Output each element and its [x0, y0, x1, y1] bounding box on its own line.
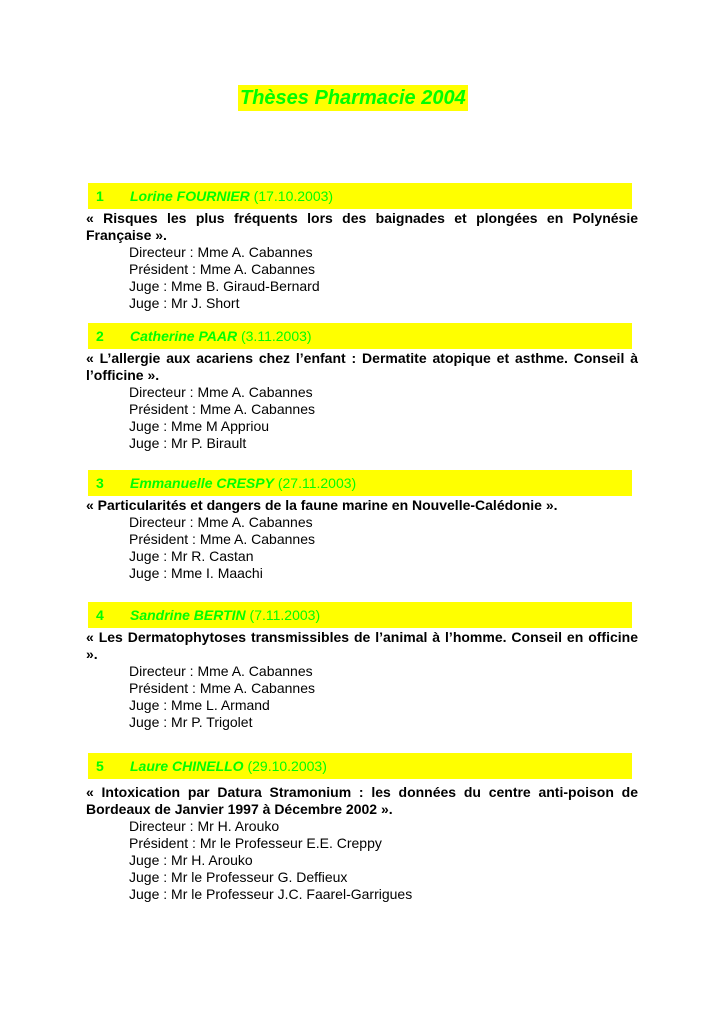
jury-judge: Juge : Mme B. Giraud-Bernard — [129, 278, 320, 294]
jury-list — [86, 514, 638, 582]
thesis-title: « Particularités et dangers de la faune marine en Nouvelle-Calédonie ». — [86, 497, 558, 513]
thesis-entry-4 — [86, 602, 638, 731]
jury-judge: Juge : Mr le Professeur J.C. Faarel-Garrigues — [129, 886, 413, 902]
thesis-title: « Intoxication par Datura Stramonium : les données du centre anti-poison de Bordeaux de Janvier 1997 à Décembre 2002 ». — [86, 784, 638, 817]
jury-director: Directeur : Mme A. Cabannes — [129, 384, 313, 400]
author-name: Sandrine BERTIN — [130, 607, 246, 623]
jury-president: Président : Mme A. Cabannes — [129, 680, 315, 696]
jury-director: Directeur : Mme A. Cabannes — [129, 244, 313, 260]
defense-date: (29.10.2003) — [247, 758, 327, 774]
jury-judge: Juge : Mr P. Birault — [129, 435, 247, 451]
thesis-number: 2 — [96, 328, 104, 344]
thesis-entry-1 — [86, 183, 638, 312]
thesis-number: 5 — [96, 758, 104, 774]
jury-list — [86, 818, 638, 903]
author-name: Catherine PAAR — [130, 328, 238, 344]
thesis-title: « L’allergie aux acariens chez l’enfant : Dermatite atopique et asthme. Conseil à l’officine ». — [86, 350, 638, 383]
jury-director: Directeur : Mme A. Cabannes — [129, 663, 313, 679]
jury-list — [86, 244, 638, 312]
thesis-number: 4 — [96, 607, 104, 623]
defense-date: (7.11.2003) — [249, 607, 321, 623]
thesis-header — [88, 323, 632, 349]
author-name: Lorine FOURNIER — [130, 188, 250, 204]
author-name: Laure CHINELLO — [130, 758, 244, 774]
thesis-entry-2 — [86, 323, 638, 452]
jury-judge: Juge : Mme L. Armand — [129, 697, 270, 713]
jury-judge: Juge : Mme I. Maachi — [129, 565, 263, 581]
thesis-number: 3 — [96, 475, 104, 491]
jury-director: Directeur : Mme A. Cabannes — [129, 514, 313, 530]
jury-president: Président : Mme A. Cabannes — [129, 261, 315, 277]
jury-judge: Juge : Mr R. Castan — [129, 548, 254, 564]
defense-date: (3.11.2003) — [240, 328, 312, 344]
jury-list — [86, 663, 638, 731]
jury-list — [86, 384, 638, 452]
thesis-header — [88, 470, 632, 496]
thesis-number: 1 — [96, 188, 104, 204]
thesis-title: « Risques les plus fréquents lors des baignades et plongées en Polynésie Française ». — [86, 210, 638, 243]
defense-date: (17.10.2003) — [253, 188, 334, 204]
thesis-entry-5 — [86, 753, 638, 903]
jury-president: Président : Mr le Professeur E.E. Creppy — [129, 835, 382, 851]
jury-president: Président : Mme A. Cabannes — [129, 531, 315, 547]
jury-director: Directeur : Mr H. Arouko — [129, 818, 280, 834]
jury-judge: Juge : Mr J. Short — [129, 295, 240, 311]
jury-judge: Juge : Mr le Professeur G. Deffieux — [129, 869, 348, 885]
thesis-title: « Les Dermatophytoses transmissibles de l’animal à l’homme. Conseil en officine ». — [86, 629, 638, 662]
jury-judge: Juge : Mr H. Arouko — [129, 852, 253, 868]
jury-judge: Juge : Mr P. Trigolet — [129, 714, 253, 730]
thesis-header — [88, 753, 632, 779]
jury-president: Président : Mme A. Cabannes — [129, 401, 315, 417]
document-title: Thèses Pharmacie 2004 — [240, 87, 466, 109]
author-name: Emmanuelle CRESPY — [130, 475, 274, 491]
thesis-entry-3 — [86, 470, 638, 582]
thesis-header — [88, 602, 632, 628]
thesis-header — [88, 183, 632, 209]
jury-judge: Juge : Mme M Appriou — [129, 418, 270, 434]
defense-date: (27.11.2003) — [277, 475, 357, 491]
